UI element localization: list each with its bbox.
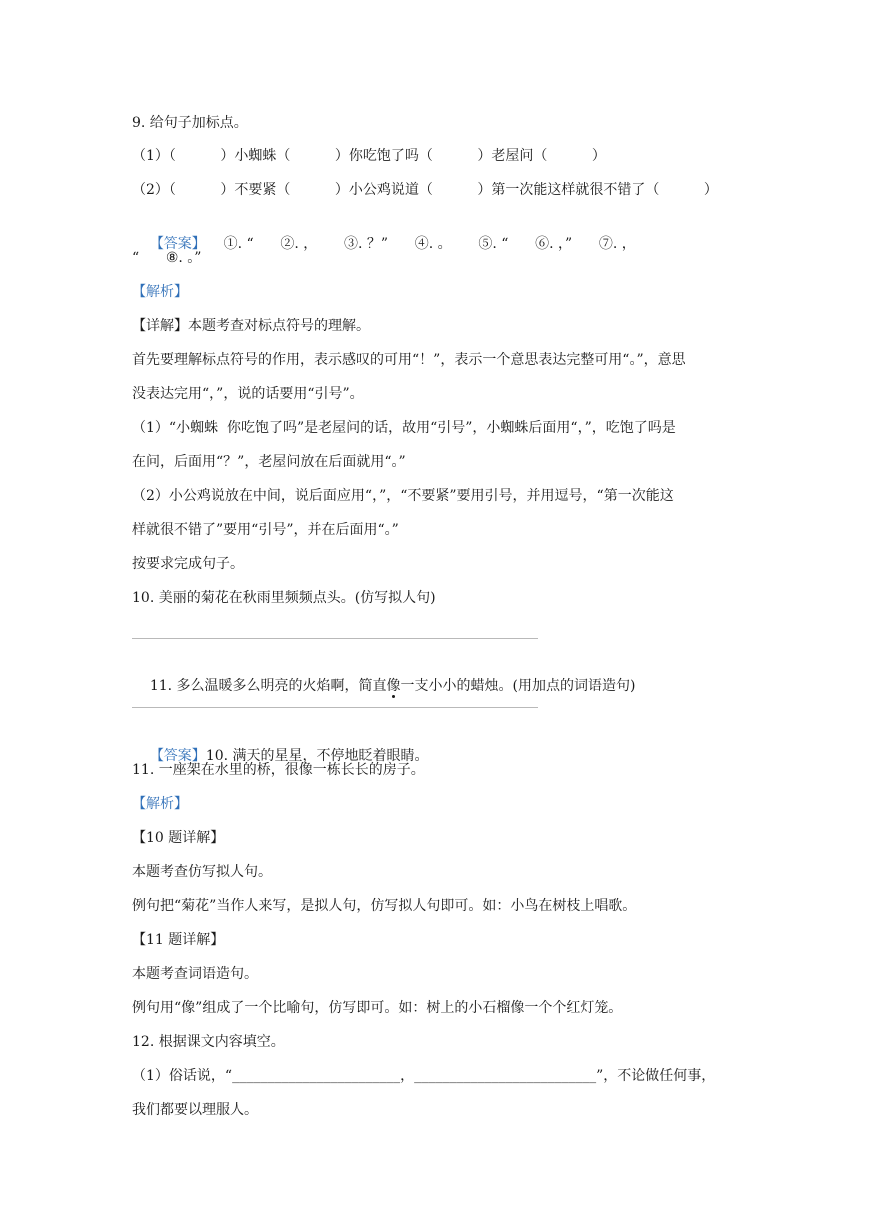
answer-text: ①. “ ②. ， ③. ？” ④. 。 ⑤. “ ⑥. ，” ⑦. ， [205,236,636,252]
q12-line-2: 我们都要以理服人。 [132,1102,258,1118]
q9-answer-cont: “ ⑧. 。” [132,250,202,266]
analysis-label: 【解析】 [132,284,188,300]
q11-dotted-word: 像 [386,678,401,694]
q9-detail-8: 按要求完成句子。 [132,556,244,572]
q9-title: 9. 给句子加标点。 [132,115,248,131]
q9-detail-7: 样就很不错了”要用“引号”，并在后面用“。” [132,522,399,538]
q11-title-after: 一支小小的蜡烛。(用加点的词语造句) [400,678,636,694]
q9-line-1: （1）（ ）小蜘蛛（ ）你吃饱了吗（ ）老屋问（ ） [132,148,606,164]
answer-label: 【答案】 [149,236,206,252]
analysis-label: 【解析】 [132,796,188,812]
q10-detail-1: 本题考查仿写拟人句。 [132,864,272,880]
q9-detail-2: 首先要理解标点符号的作用，表示感叹的可用“！”，表示一个意思表达完整可用“。”，意思 [132,352,686,368]
q9-answer [132,214,636,252]
q10-answer-line [132,638,538,639]
q11-title [132,656,636,694]
q10-11-answer [132,726,429,764]
q9-line-2: （2）（ ）不要紧（ ）小公鸡说道（ ）第一次能这样就很不错了（ ） [132,182,718,198]
answer-10: 10. 满天的星星，不停地眨着眼睛。 [205,748,429,764]
q10-detail-2: 例句把“菊花”当作人来写，是拟人句，仿写拟人句即可。如：小鸟在树枝上唱歌。 [132,898,637,914]
q11-detail-1: 本题考查词语造句。 [132,966,258,982]
q11-answer-line [132,707,538,708]
q12-line-1: （1）俗话说，“________________________，__________________________”，不论做任何事， [132,1068,716,1084]
q11-detail-2: 例句用“像”组成了一个比喻句，仿写即可。如：树上的小石榴像一个个红灯笼。 [132,1000,623,1016]
answer-label: 【答案】 [149,748,206,764]
q9-detail-5: 在问，后面用“？”，老屋问放在后面就用“。” [132,454,406,470]
q11-detail-label: 【11 题详解】 [132,932,225,948]
q9-detail-1: 【详解】本题考查对标点符号的理解。 [132,318,370,334]
q9-detail-3: 没表达完用“，”，说的话要用“引号”。 [132,386,364,402]
answer-11: 11. 一座架在水里的桥，很像一栋长长的房子。 [132,762,425,778]
q9-detail-6: （2）小公鸡说放在中间，说后面应用“，”，“不要紧”要用引号，并用逗号，“第一次能这 [132,488,674,504]
q10-title: 10. 美丽的菊花在秋雨里频频点头。(仿写拟人句) [132,590,436,606]
q9-detail-4: （1）“小蜘蛛 你吃饱了吗”是老屋问的话，故用“引号”，小蜘蛛后面用“，”，吃饱了吗是 [132,420,676,436]
q10-detail-label: 【10 题详解】 [132,830,225,846]
q12-title: 12. 根据课文内容填空。 [132,1034,285,1050]
q11-title-before: 11. 多么温暖多么明亮的火焰啊，简直 [149,678,387,694]
